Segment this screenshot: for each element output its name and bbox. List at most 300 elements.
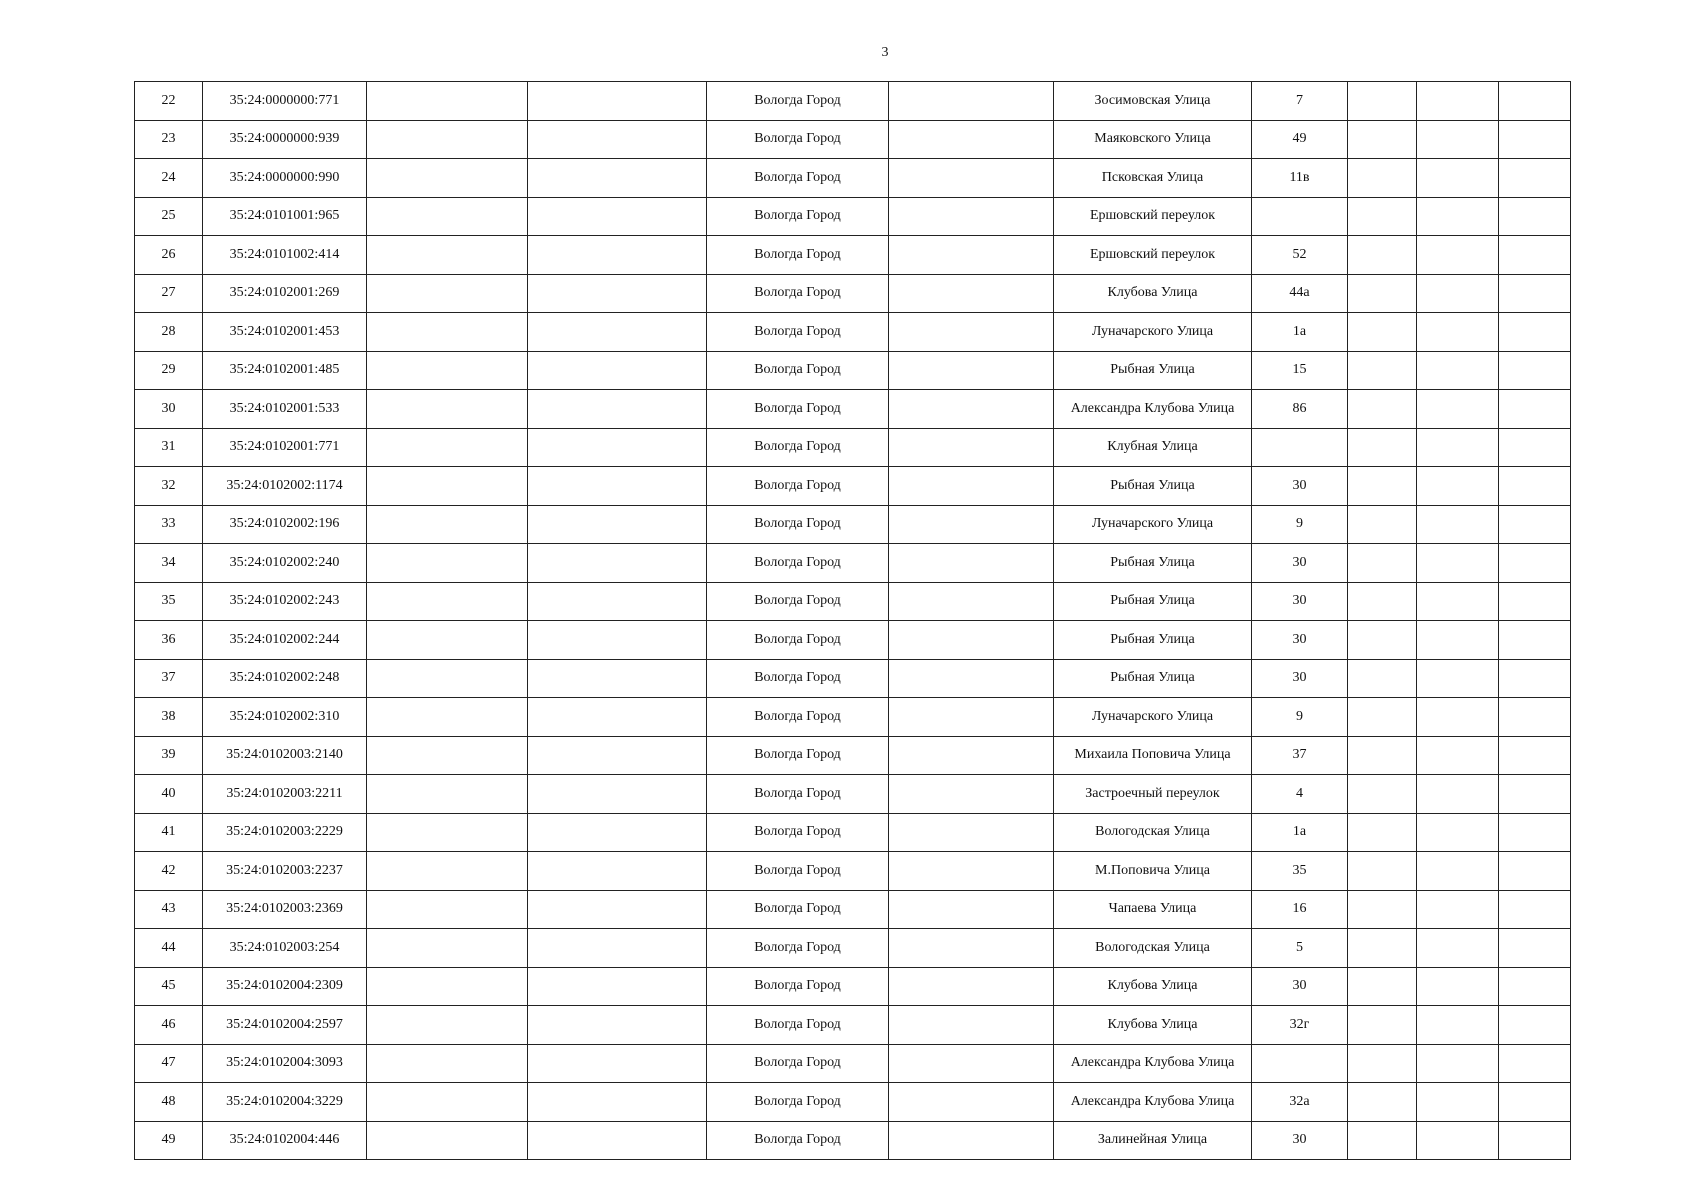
empty-cell-11: [1499, 890, 1571, 929]
empty-cell-11: [1499, 659, 1571, 698]
street-cell: Клубная Улица: [1054, 428, 1252, 467]
locality-cell: Вологда Город: [707, 428, 889, 467]
empty-cell-4: [528, 659, 707, 698]
house-number-cell: 1а: [1252, 813, 1348, 852]
page-number: 3: [881, 45, 889, 60]
empty-cell-3: [367, 659, 528, 698]
empty-cell-3: [367, 775, 528, 814]
empty-cell-6: [889, 775, 1054, 814]
empty-cell-4: [528, 852, 707, 891]
empty-cell-6: [889, 120, 1054, 159]
empty-cell-9: [1348, 967, 1417, 1006]
row-number-cell: 43: [135, 890, 203, 929]
cadastral-number-cell: 35:24:0102002:244: [203, 621, 367, 660]
row-number-cell: 47: [135, 1044, 203, 1083]
empty-cell-3: [367, 313, 528, 352]
table-row: [135, 197, 1571, 236]
empty-cell-10: [1417, 967, 1499, 1006]
empty-cell-11: [1499, 967, 1571, 1006]
empty-cell-3: [367, 1006, 528, 1045]
empty-cell-11: [1499, 852, 1571, 891]
street-cell: Клубова Улица: [1054, 967, 1252, 1006]
empty-cell-6: [889, 390, 1054, 429]
empty-cell-11: [1499, 274, 1571, 313]
empty-cell-9: [1348, 582, 1417, 621]
empty-cell-10: [1417, 467, 1499, 506]
row-number-cell: 39: [135, 736, 203, 775]
street-cell: Ершовский переулок: [1054, 236, 1252, 275]
locality-cell: Вологда Город: [707, 1121, 889, 1160]
street-cell: Рыбная Улица: [1054, 582, 1252, 621]
empty-cell-4: [528, 390, 707, 429]
locality-cell: Вологда Город: [707, 505, 889, 544]
street-cell: Застроечный переулок: [1054, 775, 1252, 814]
table-row: [135, 813, 1571, 852]
register-table: [134, 81, 1571, 1160]
empty-cell-3: [367, 929, 528, 968]
empty-cell-6: [889, 313, 1054, 352]
locality-cell: Вологда Город: [707, 274, 889, 313]
empty-cell-11: [1499, 698, 1571, 737]
empty-cell-11: [1499, 120, 1571, 159]
cadastral-number-cell: 35:24:0102001:269: [203, 274, 367, 313]
street-cell: М.Поповича Улица: [1054, 852, 1252, 891]
empty-cell-9: [1348, 659, 1417, 698]
empty-cell-4: [528, 236, 707, 275]
locality-cell: Вологда Город: [707, 1006, 889, 1045]
house-number-cell: 7: [1252, 82, 1348, 121]
row-number-cell: 28: [135, 313, 203, 352]
cadastral-number-cell: 35:24:0102004:2597: [203, 1006, 367, 1045]
empty-cell-6: [889, 967, 1054, 1006]
locality-cell: Вологда Город: [707, 852, 889, 891]
cadastral-number-cell: 35:24:0102003:2140: [203, 736, 367, 775]
street-cell: Зосимовская Улица: [1054, 82, 1252, 121]
table-row: [135, 1121, 1571, 1160]
house-number-cell: 49: [1252, 120, 1348, 159]
cadastral-number-cell: 35:24:0000000:771: [203, 82, 367, 121]
house-number-cell: 30: [1252, 659, 1348, 698]
locality-cell: Вологда Город: [707, 159, 889, 198]
empty-cell-11: [1499, 1044, 1571, 1083]
house-number-cell: 4: [1252, 775, 1348, 814]
row-number-cell: 41: [135, 813, 203, 852]
locality-cell: Вологда Город: [707, 775, 889, 814]
cadastral-number-cell: 35:24:0102004:3093: [203, 1044, 367, 1083]
house-number-cell: 9: [1252, 505, 1348, 544]
row-number-cell: 30: [135, 390, 203, 429]
locality-cell: Вологда Город: [707, 929, 889, 968]
empty-cell-6: [889, 736, 1054, 775]
empty-cell-3: [367, 621, 528, 660]
table-row: [135, 621, 1571, 660]
house-number-cell: [1252, 197, 1348, 236]
empty-cell-4: [528, 82, 707, 121]
empty-cell-11: [1499, 82, 1571, 121]
cadastral-number-cell: 35:24:0102004:2309: [203, 967, 367, 1006]
table-row: [135, 467, 1571, 506]
house-number-cell: 11в: [1252, 159, 1348, 198]
table-row: [135, 120, 1571, 159]
street-cell: Луначарского Улица: [1054, 698, 1252, 737]
cadastral-number-cell: 35:24:0102001:533: [203, 390, 367, 429]
empty-cell-10: [1417, 351, 1499, 390]
empty-cell-11: [1499, 428, 1571, 467]
locality-cell: Вологда Город: [707, 1044, 889, 1083]
street-cell: Рыбная Улица: [1054, 351, 1252, 390]
street-cell: Александра Клубова Улица: [1054, 390, 1252, 429]
locality-cell: Вологда Город: [707, 197, 889, 236]
empty-cell-3: [367, 236, 528, 275]
empty-cell-10: [1417, 82, 1499, 121]
locality-cell: Вологда Город: [707, 82, 889, 121]
street-cell: Рыбная Улица: [1054, 659, 1252, 698]
empty-cell-6: [889, 929, 1054, 968]
empty-cell-6: [889, 505, 1054, 544]
empty-cell-4: [528, 197, 707, 236]
row-number-cell: 26: [135, 236, 203, 275]
house-number-cell: 86: [1252, 390, 1348, 429]
cadastral-number-cell: 35:24:0102001:485: [203, 351, 367, 390]
empty-cell-11: [1499, 351, 1571, 390]
house-number-cell: 15: [1252, 351, 1348, 390]
empty-cell-3: [367, 698, 528, 737]
empty-cell-9: [1348, 1006, 1417, 1045]
empty-cell-9: [1348, 929, 1417, 968]
empty-cell-6: [889, 197, 1054, 236]
empty-cell-11: [1499, 582, 1571, 621]
cadastral-number-cell: 35:24:0102002:248: [203, 659, 367, 698]
house-number-cell: 30: [1252, 967, 1348, 1006]
empty-cell-9: [1348, 544, 1417, 583]
cadastral-number-cell: 35:24:0102004:446: [203, 1121, 367, 1160]
empty-cell-11: [1499, 1006, 1571, 1045]
row-number-cell: 29: [135, 351, 203, 390]
locality-cell: Вологда Город: [707, 698, 889, 737]
empty-cell-10: [1417, 505, 1499, 544]
street-cell: Рыбная Улица: [1054, 467, 1252, 506]
empty-cell-9: [1348, 1121, 1417, 1160]
empty-cell-11: [1499, 775, 1571, 814]
locality-cell: Вологда Город: [707, 467, 889, 506]
empty-cell-4: [528, 929, 707, 968]
empty-cell-10: [1417, 1083, 1499, 1122]
street-cell: Чапаева Улица: [1054, 890, 1252, 929]
empty-cell-3: [367, 197, 528, 236]
empty-cell-4: [528, 1083, 707, 1122]
empty-cell-10: [1417, 621, 1499, 660]
locality-cell: Вологда Город: [707, 967, 889, 1006]
empty-cell-6: [889, 852, 1054, 891]
house-number-cell: 32г: [1252, 1006, 1348, 1045]
empty-cell-3: [367, 505, 528, 544]
empty-cell-6: [889, 813, 1054, 852]
house-number-cell: 32а: [1252, 1083, 1348, 1122]
empty-cell-6: [889, 428, 1054, 467]
cadastral-number-cell: 35:24:0102003:254: [203, 929, 367, 968]
locality-cell: Вологда Город: [707, 120, 889, 159]
cadastral-number-cell: 35:24:0102003:2237: [203, 852, 367, 891]
empty-cell-11: [1499, 390, 1571, 429]
table-row: [135, 852, 1571, 891]
house-number-cell: 44а: [1252, 274, 1348, 313]
empty-cell-3: [367, 274, 528, 313]
empty-cell-10: [1417, 698, 1499, 737]
cadastral-number-cell: 35:24:0102002:310: [203, 698, 367, 737]
cadastral-number-cell: 35:24:0102002:240: [203, 544, 367, 583]
street-cell: Рыбная Улица: [1054, 544, 1252, 583]
empty-cell-11: [1499, 236, 1571, 275]
empty-cell-6: [889, 467, 1054, 506]
house-number-cell: 35: [1252, 852, 1348, 891]
empty-cell-11: [1499, 197, 1571, 236]
empty-cell-9: [1348, 197, 1417, 236]
empty-cell-11: [1499, 505, 1571, 544]
empty-cell-11: [1499, 1121, 1571, 1160]
table-row: [135, 544, 1571, 583]
cadastral-number-cell: 35:24:0102001:771: [203, 428, 367, 467]
cadastral-number-cell: 35:24:0102004:3229: [203, 1083, 367, 1122]
table-row: [135, 736, 1571, 775]
row-number-cell: 35: [135, 582, 203, 621]
locality-cell: Вологда Город: [707, 813, 889, 852]
street-cell: Рыбная Улица: [1054, 621, 1252, 660]
empty-cell-10: [1417, 274, 1499, 313]
empty-cell-4: [528, 544, 707, 583]
empty-cell-10: [1417, 390, 1499, 429]
empty-cell-10: [1417, 582, 1499, 621]
row-number-cell: 25: [135, 197, 203, 236]
empty-cell-11: [1499, 159, 1571, 198]
row-number-cell: 49: [135, 1121, 203, 1160]
empty-cell-9: [1348, 621, 1417, 660]
locality-cell: Вологда Город: [707, 236, 889, 275]
empty-cell-4: [528, 505, 707, 544]
table-row: [135, 890, 1571, 929]
house-number-cell: 16: [1252, 890, 1348, 929]
house-number-cell: 30: [1252, 467, 1348, 506]
empty-cell-9: [1348, 736, 1417, 775]
cadastral-number-cell: 35:24:0000000:990: [203, 159, 367, 198]
empty-cell-4: [528, 1121, 707, 1160]
table-row: [135, 1044, 1571, 1083]
empty-cell-9: [1348, 775, 1417, 814]
empty-cell-6: [889, 274, 1054, 313]
empty-cell-6: [889, 544, 1054, 583]
empty-cell-9: [1348, 351, 1417, 390]
table-row: [135, 1006, 1571, 1045]
empty-cell-10: [1417, 852, 1499, 891]
empty-cell-4: [528, 159, 707, 198]
empty-cell-6: [889, 659, 1054, 698]
empty-cell-10: [1417, 1006, 1499, 1045]
empty-cell-9: [1348, 467, 1417, 506]
empty-cell-9: [1348, 236, 1417, 275]
empty-cell-10: [1417, 313, 1499, 352]
row-number-cell: 31: [135, 428, 203, 467]
empty-cell-9: [1348, 1044, 1417, 1083]
empty-cell-4: [528, 621, 707, 660]
street-cell: Ершовский переулок: [1054, 197, 1252, 236]
locality-cell: Вологда Город: [707, 736, 889, 775]
table-row: [135, 159, 1571, 198]
locality-cell: Вологда Город: [707, 582, 889, 621]
row-number-cell: 48: [135, 1083, 203, 1122]
empty-cell-4: [528, 120, 707, 159]
empty-cell-11: [1499, 736, 1571, 775]
empty-cell-9: [1348, 313, 1417, 352]
table-row: [135, 698, 1571, 737]
cadastral-number-cell: 35:24:0102003:2229: [203, 813, 367, 852]
house-number-cell: 30: [1252, 582, 1348, 621]
empty-cell-10: [1417, 736, 1499, 775]
row-number-cell: 44: [135, 929, 203, 968]
empty-cell-11: [1499, 621, 1571, 660]
empty-cell-11: [1499, 544, 1571, 583]
empty-cell-11: [1499, 1083, 1571, 1122]
table-row: [135, 775, 1571, 814]
locality-cell: Вологда Город: [707, 313, 889, 352]
street-cell: Псковская Улица: [1054, 159, 1252, 198]
house-number-cell: 52: [1252, 236, 1348, 275]
house-number-cell: 1а: [1252, 313, 1348, 352]
empty-cell-10: [1417, 890, 1499, 929]
empty-cell-3: [367, 813, 528, 852]
empty-cell-3: [367, 1121, 528, 1160]
table-row: [135, 274, 1571, 313]
street-cell: Клубова Улица: [1054, 274, 1252, 313]
register-body: [135, 82, 1571, 1160]
empty-cell-3: [367, 890, 528, 929]
empty-cell-9: [1348, 505, 1417, 544]
street-cell: Александра Клубова Улица: [1054, 1044, 1252, 1083]
empty-cell-6: [889, 351, 1054, 390]
empty-cell-4: [528, 467, 707, 506]
cadastral-number-cell: 35:24:0101002:414: [203, 236, 367, 275]
empty-cell-6: [889, 1006, 1054, 1045]
empty-cell-3: [367, 351, 528, 390]
street-cell: Залинейная Улица: [1054, 1121, 1252, 1160]
house-number-cell: [1252, 428, 1348, 467]
empty-cell-4: [528, 698, 707, 737]
table-row: [135, 390, 1571, 429]
table-row: [135, 505, 1571, 544]
house-number-cell: 5: [1252, 929, 1348, 968]
empty-cell-4: [528, 582, 707, 621]
empty-cell-10: [1417, 120, 1499, 159]
empty-cell-3: [367, 390, 528, 429]
empty-cell-11: [1499, 467, 1571, 506]
empty-cell-6: [889, 82, 1054, 121]
row-number-cell: 22: [135, 82, 203, 121]
street-cell: Михаила Поповича Улица: [1054, 736, 1252, 775]
empty-cell-9: [1348, 1083, 1417, 1122]
cadastral-number-cell: 35:24:0000000:939: [203, 120, 367, 159]
locality-cell: Вологда Город: [707, 621, 889, 660]
house-number-cell: 37: [1252, 736, 1348, 775]
empty-cell-10: [1417, 159, 1499, 198]
empty-cell-6: [889, 698, 1054, 737]
empty-cell-11: [1499, 313, 1571, 352]
empty-cell-6: [889, 890, 1054, 929]
row-number-cell: 33: [135, 505, 203, 544]
locality-cell: Вологда Город: [707, 659, 889, 698]
table-row: [135, 1083, 1571, 1122]
row-number-cell: 24: [135, 159, 203, 198]
empty-cell-3: [367, 736, 528, 775]
empty-cell-3: [367, 582, 528, 621]
empty-cell-3: [367, 1083, 528, 1122]
cadastral-number-cell: 35:24:0102002:243: [203, 582, 367, 621]
empty-cell-3: [367, 159, 528, 198]
table-row: [135, 582, 1571, 621]
table-row: [135, 428, 1571, 467]
empty-cell-4: [528, 351, 707, 390]
row-number-cell: 38: [135, 698, 203, 737]
empty-cell-3: [367, 1044, 528, 1083]
empty-cell-9: [1348, 698, 1417, 737]
house-number-cell: 30: [1252, 544, 1348, 583]
empty-cell-10: [1417, 775, 1499, 814]
empty-cell-4: [528, 428, 707, 467]
empty-cell-3: [367, 967, 528, 1006]
street-cell: Вологодская Улица: [1054, 929, 1252, 968]
empty-cell-6: [889, 582, 1054, 621]
empty-cell-3: [367, 120, 528, 159]
empty-cell-6: [889, 621, 1054, 660]
empty-cell-4: [528, 775, 707, 814]
row-number-cell: 37: [135, 659, 203, 698]
empty-cell-9: [1348, 274, 1417, 313]
empty-cell-11: [1499, 813, 1571, 852]
table-row: [135, 236, 1571, 275]
empty-cell-4: [528, 890, 707, 929]
empty-cell-4: [528, 1044, 707, 1083]
row-number-cell: 34: [135, 544, 203, 583]
empty-cell-9: [1348, 813, 1417, 852]
house-number-cell: 30: [1252, 1121, 1348, 1160]
empty-cell-4: [528, 736, 707, 775]
cadastral-number-cell: 35:24:0101001:965: [203, 197, 367, 236]
empty-cell-9: [1348, 890, 1417, 929]
empty-cell-10: [1417, 659, 1499, 698]
row-number-cell: 36: [135, 621, 203, 660]
locality-cell: Вологда Город: [707, 890, 889, 929]
empty-cell-3: [367, 82, 528, 121]
empty-cell-10: [1417, 1044, 1499, 1083]
empty-cell-10: [1417, 813, 1499, 852]
table-row: [135, 659, 1571, 698]
house-number-cell: [1252, 1044, 1348, 1083]
empty-cell-4: [528, 1006, 707, 1045]
locality-cell: Вологда Город: [707, 544, 889, 583]
table-row: [135, 929, 1571, 968]
table-row: [135, 313, 1571, 352]
cadastral-number-cell: 35:24:0102002:1174: [203, 467, 367, 506]
empty-cell-6: [889, 1044, 1054, 1083]
row-number-cell: 27: [135, 274, 203, 313]
empty-cell-3: [367, 467, 528, 506]
table-row: [135, 967, 1571, 1006]
empty-cell-4: [528, 967, 707, 1006]
empty-cell-10: [1417, 236, 1499, 275]
empty-cell-3: [367, 428, 528, 467]
empty-cell-9: [1348, 82, 1417, 121]
cadastral-number-cell: 35:24:0102003:2211: [203, 775, 367, 814]
street-cell: Вологодская Улица: [1054, 813, 1252, 852]
empty-cell-4: [528, 313, 707, 352]
empty-cell-10: [1417, 428, 1499, 467]
